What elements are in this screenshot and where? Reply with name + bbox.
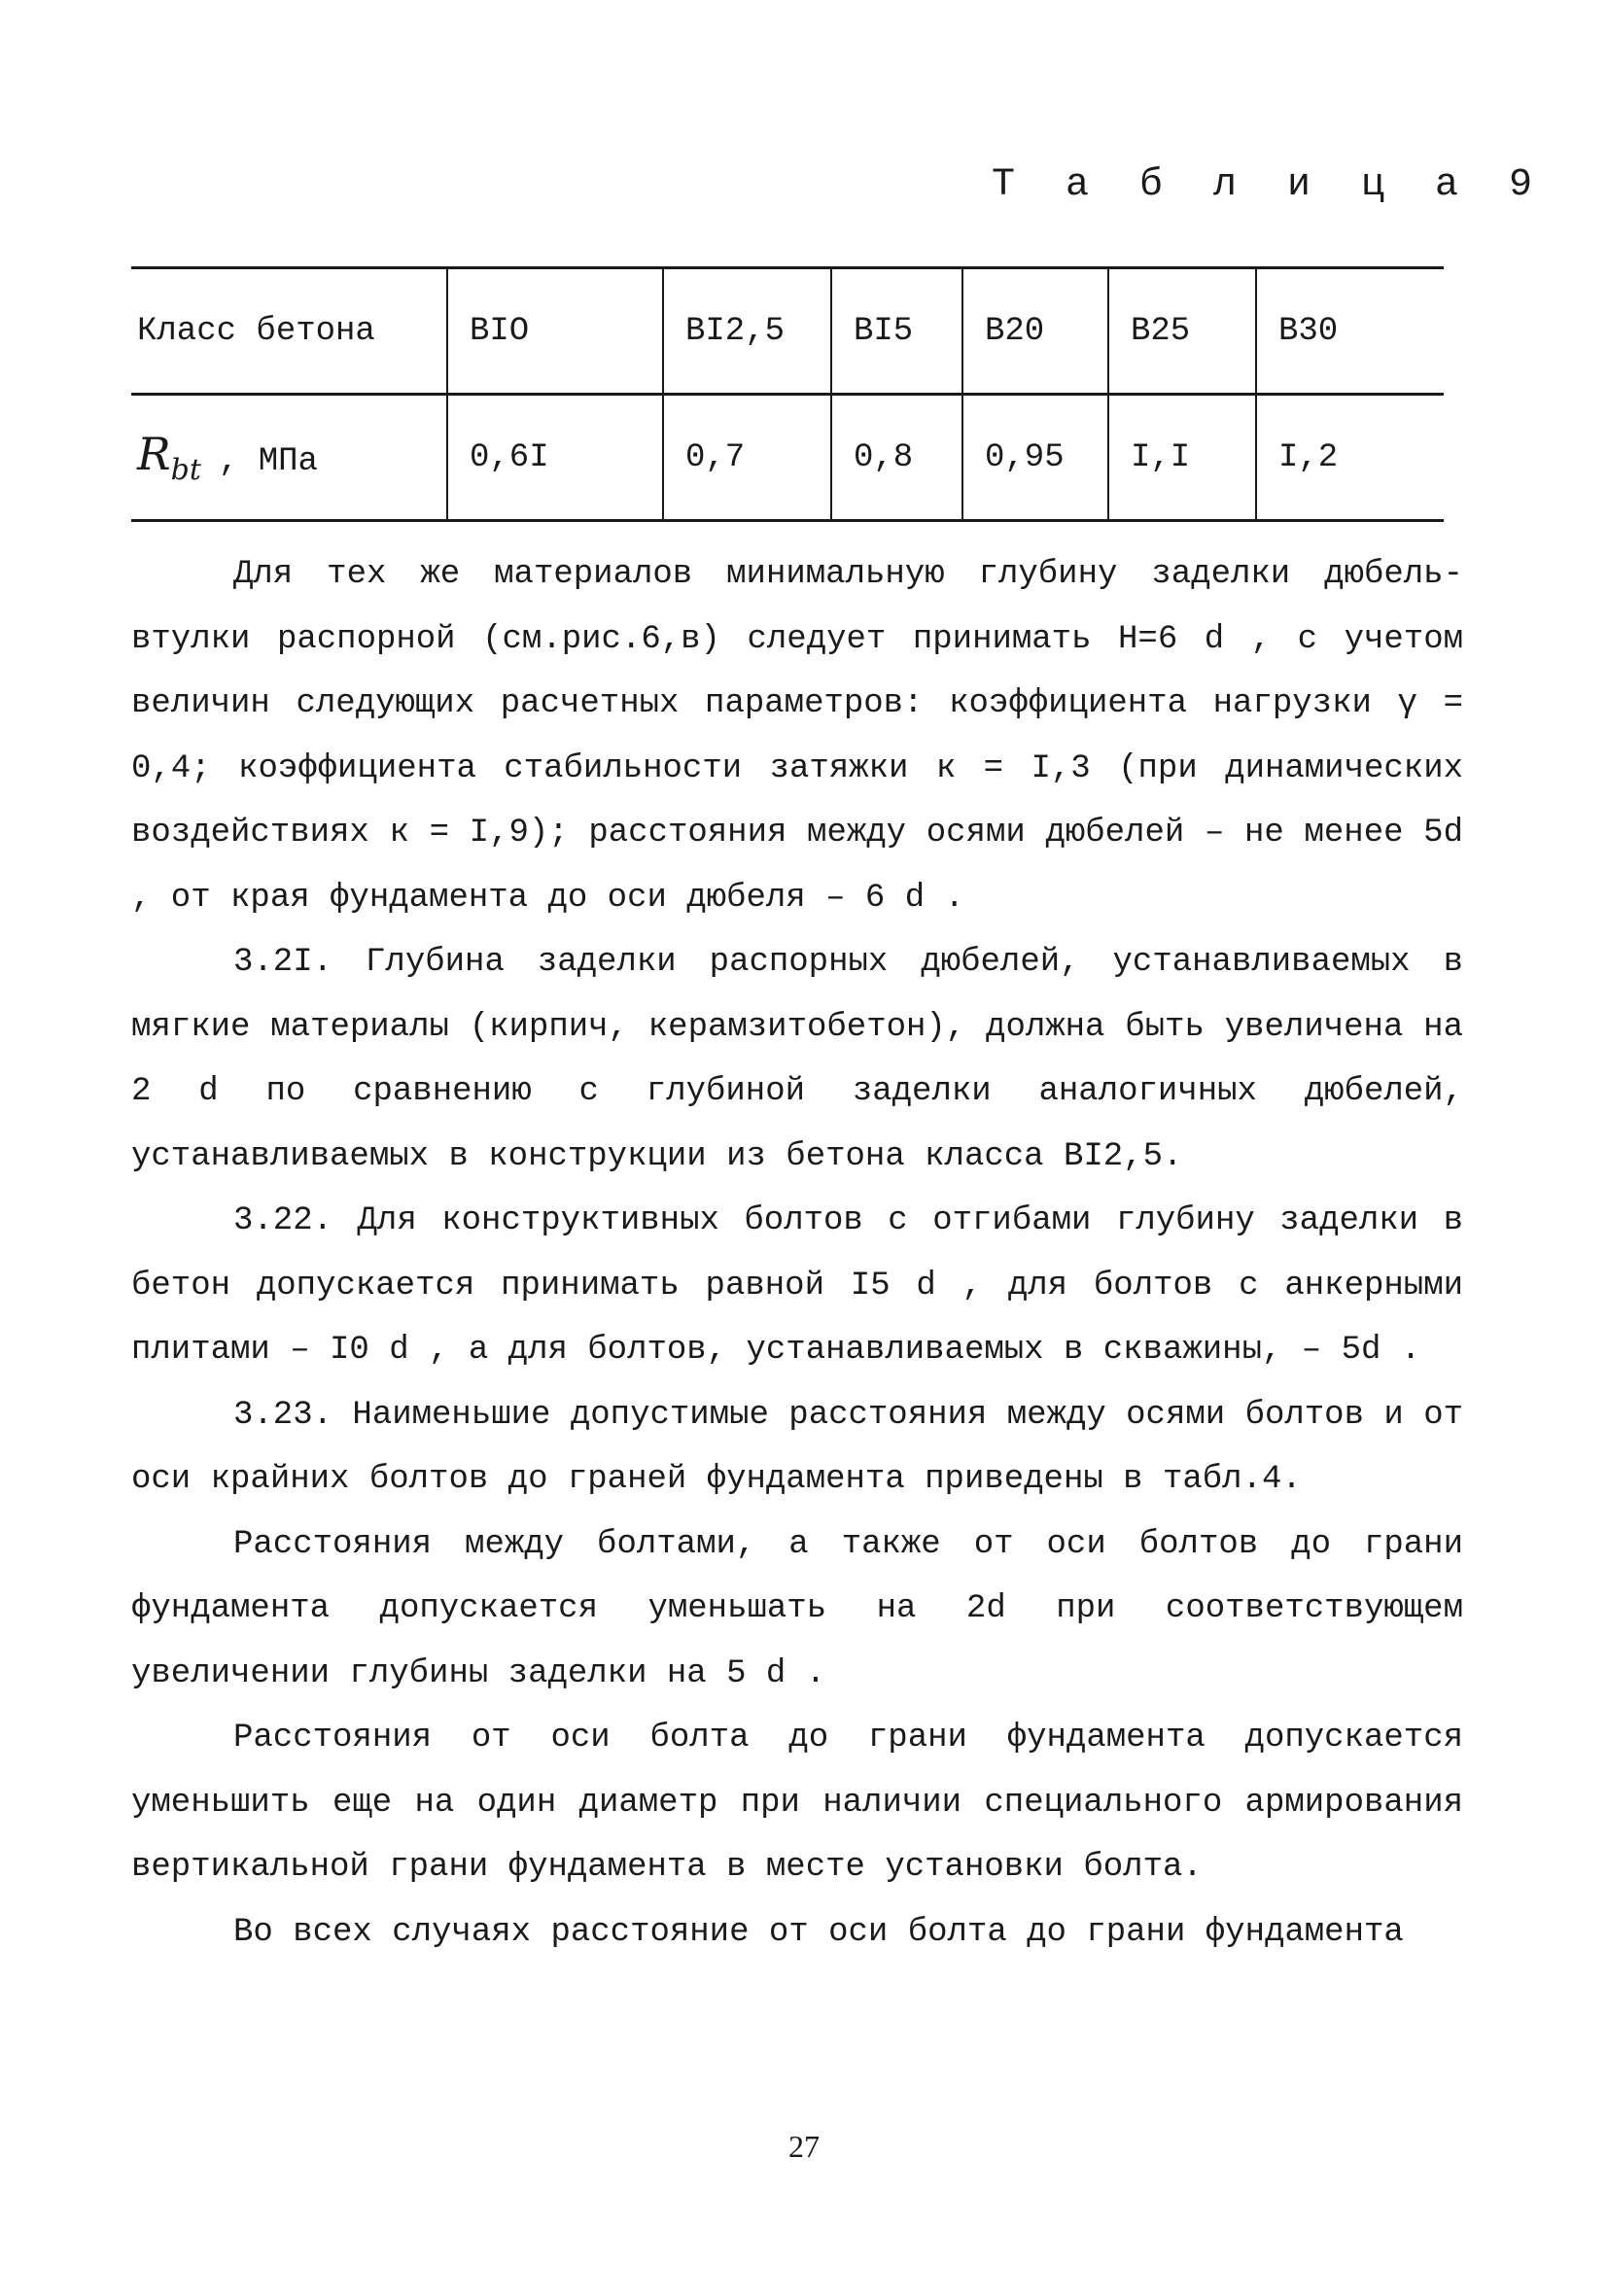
body-text [131,542,1463,1965]
paragraph: Во всех случаях расстояние от оси болта до грани фундамента [233,1913,1404,1951]
table-values-row [131,395,1444,521]
paragraph-3-21: 3.2I. Глубина заделки распорных дюбелей, устанавливаемых в мягкие материалы (кирпич, керамзитобетон), должна быть увеличена на 2 d по сравнению с глубиной заделки аналогичных дюбелей, устанавливаемых в конструкции из бетона класса BI2,5. [131,944,1463,1175]
row-label-cell [131,395,447,521]
value-cell: I,2 [1256,395,1444,521]
paragraph-3-22: 3.22. Для конструктивных болтов с отгибами глубину заделки в бетон допускается принимать равной I5 d , для болтов с анкерными плитами – I0 d , а для болтов, устанавливаемых в скважины, – 5d . [131,1202,1463,1369]
class-cell: BI2,5 [663,268,831,395]
paragraph-3-23: 3.23. Наименьшие допустимые расстояния между осями болтов и от оси крайних болтов до граней фундамента приведены в табл.4. [131,1396,1464,1498]
value-cell: I,I [1108,395,1256,521]
page-number: 27 [788,2129,820,2164]
class-cell: B30 [1256,268,1444,395]
unit-label: , МПа [218,442,318,480]
class-cell: B25 [1108,268,1256,395]
table-caption: Т а б л и ц а 9 [992,163,1547,207]
concrete-strength-table [131,266,1444,522]
value-cell: 0,8 [831,395,962,521]
paragraph: Расстояния от оси болта до грани фундамента допускается уменьшить еще на один диаметр при наличии специального армирования вертикальной грани фундамента в месте установки болта. [131,1720,1463,1886]
paragraph: Для тех же материалов минимальную глубину заделки дюбель-втулки распорной (см.рис.6,в) следует принимать Н=6 d , с учетом величин следующих расчетных параметров: коэффициента нагрузки γ = 0,4; коэффициента стабильности затяжки к = I,3 (при динамических воздействиях к = I,9); расстояния между осями дюбелей – не менее 5d , от края фундамента до оси дюбеля – 6 d . [131,556,1463,917]
class-cell: BIO [447,268,663,395]
header-label-cell: Класс бетона [131,268,447,395]
value-cell: 0,95 [962,395,1108,521]
class-cell: BI5 [831,268,962,395]
paragraph: Расстояния между болтами, а также от оси болтов до грани фундамента допускается уменьшать на 2d при соответствующем увеличении глубины заделки на 5 d . [131,1525,1463,1692]
value-cell: 0,6I [447,395,663,521]
class-cell: B20 [962,268,1108,395]
value-cell: 0,7 [663,395,831,521]
table-header-row [131,268,1444,395]
strength-symbol: $R_{bt}$ [137,427,201,488]
